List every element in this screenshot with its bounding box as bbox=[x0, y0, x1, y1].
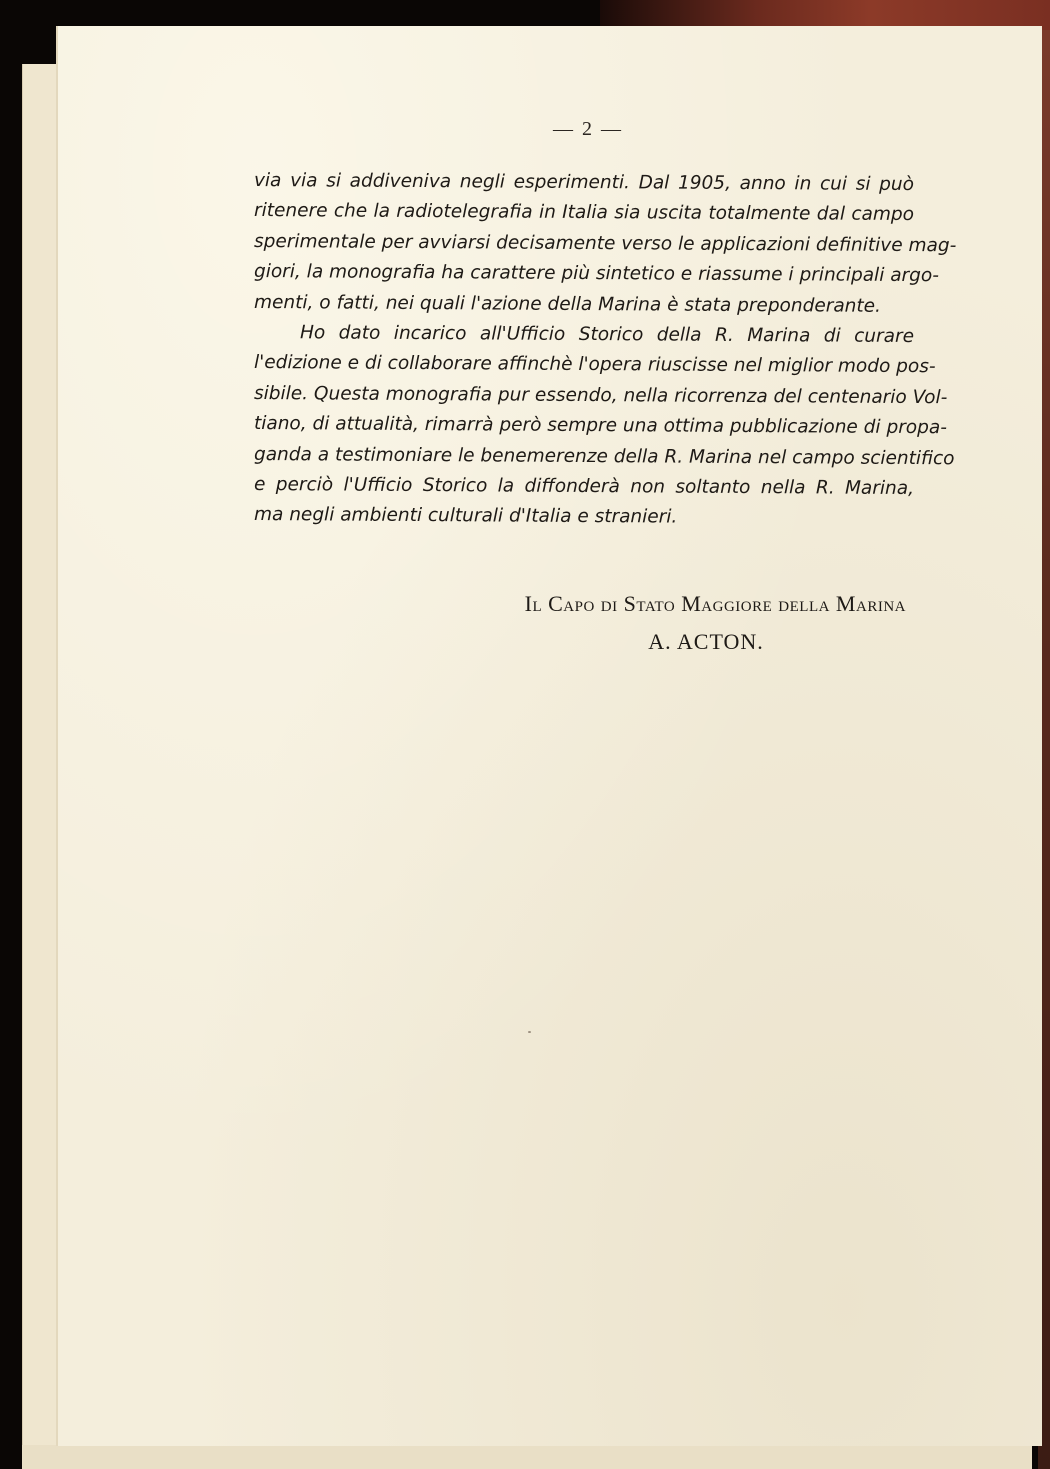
signature-block bbox=[446, 591, 906, 655]
text-line: tiano, di attualità, rimarrà però sempre una ottima pubblicazione di propa- bbox=[253, 413, 947, 439]
text-line: Ho dato incarico all'Ufficio Storico della R. Marina di curare bbox=[299, 322, 915, 347]
body-text bbox=[253, 166, 957, 531]
text-line: sibile. Questa monografia pur essendo, nella ricorrenza del centenario Vol- bbox=[253, 382, 948, 408]
underlying-sheet-edge bbox=[22, 1445, 1032, 1469]
signature-name: A. ACTON. bbox=[648, 629, 764, 654]
page-number: — 2 — bbox=[553, 118, 623, 140]
document-page bbox=[58, 26, 1042, 1446]
text-line: via via si addiveniva negli esperimenti. Dal 1905, anno in cui si può bbox=[253, 170, 915, 196]
text-line: l'edizione e di collaborare affinchè l'opera riuscisse nel miglior modo pos- bbox=[253, 352, 936, 378]
signature-title: Il Capo di Stato Maggiore della Marina bbox=[524, 591, 906, 616]
text-line: giori, la monografia ha carattere più sintetico e riassume i principali argo- bbox=[253, 261, 940, 287]
text-line: e perciò l'Ufficio Storico la diffonderà non soltanto nella R. Marina, bbox=[253, 473, 915, 499]
text-line: menti, o fatti, nei quali l'azione della Marina è stata preponderante. bbox=[253, 291, 882, 317]
text-line: sperimentale per avviarsi decisamente verso le applicazioni definitive mag- bbox=[253, 230, 957, 257]
text-line: ganda a testimoniare le benemerenze della R. Marina nel campo scientifico bbox=[253, 443, 955, 469]
text-line: ritenere che la radiotelegrafia in Italia sia uscita totalmente dal campo bbox=[253, 200, 915, 226]
paper-speck bbox=[528, 1031, 531, 1033]
text-line: ma negli ambienti culturali d'Italia e stranieri. bbox=[253, 504, 678, 528]
